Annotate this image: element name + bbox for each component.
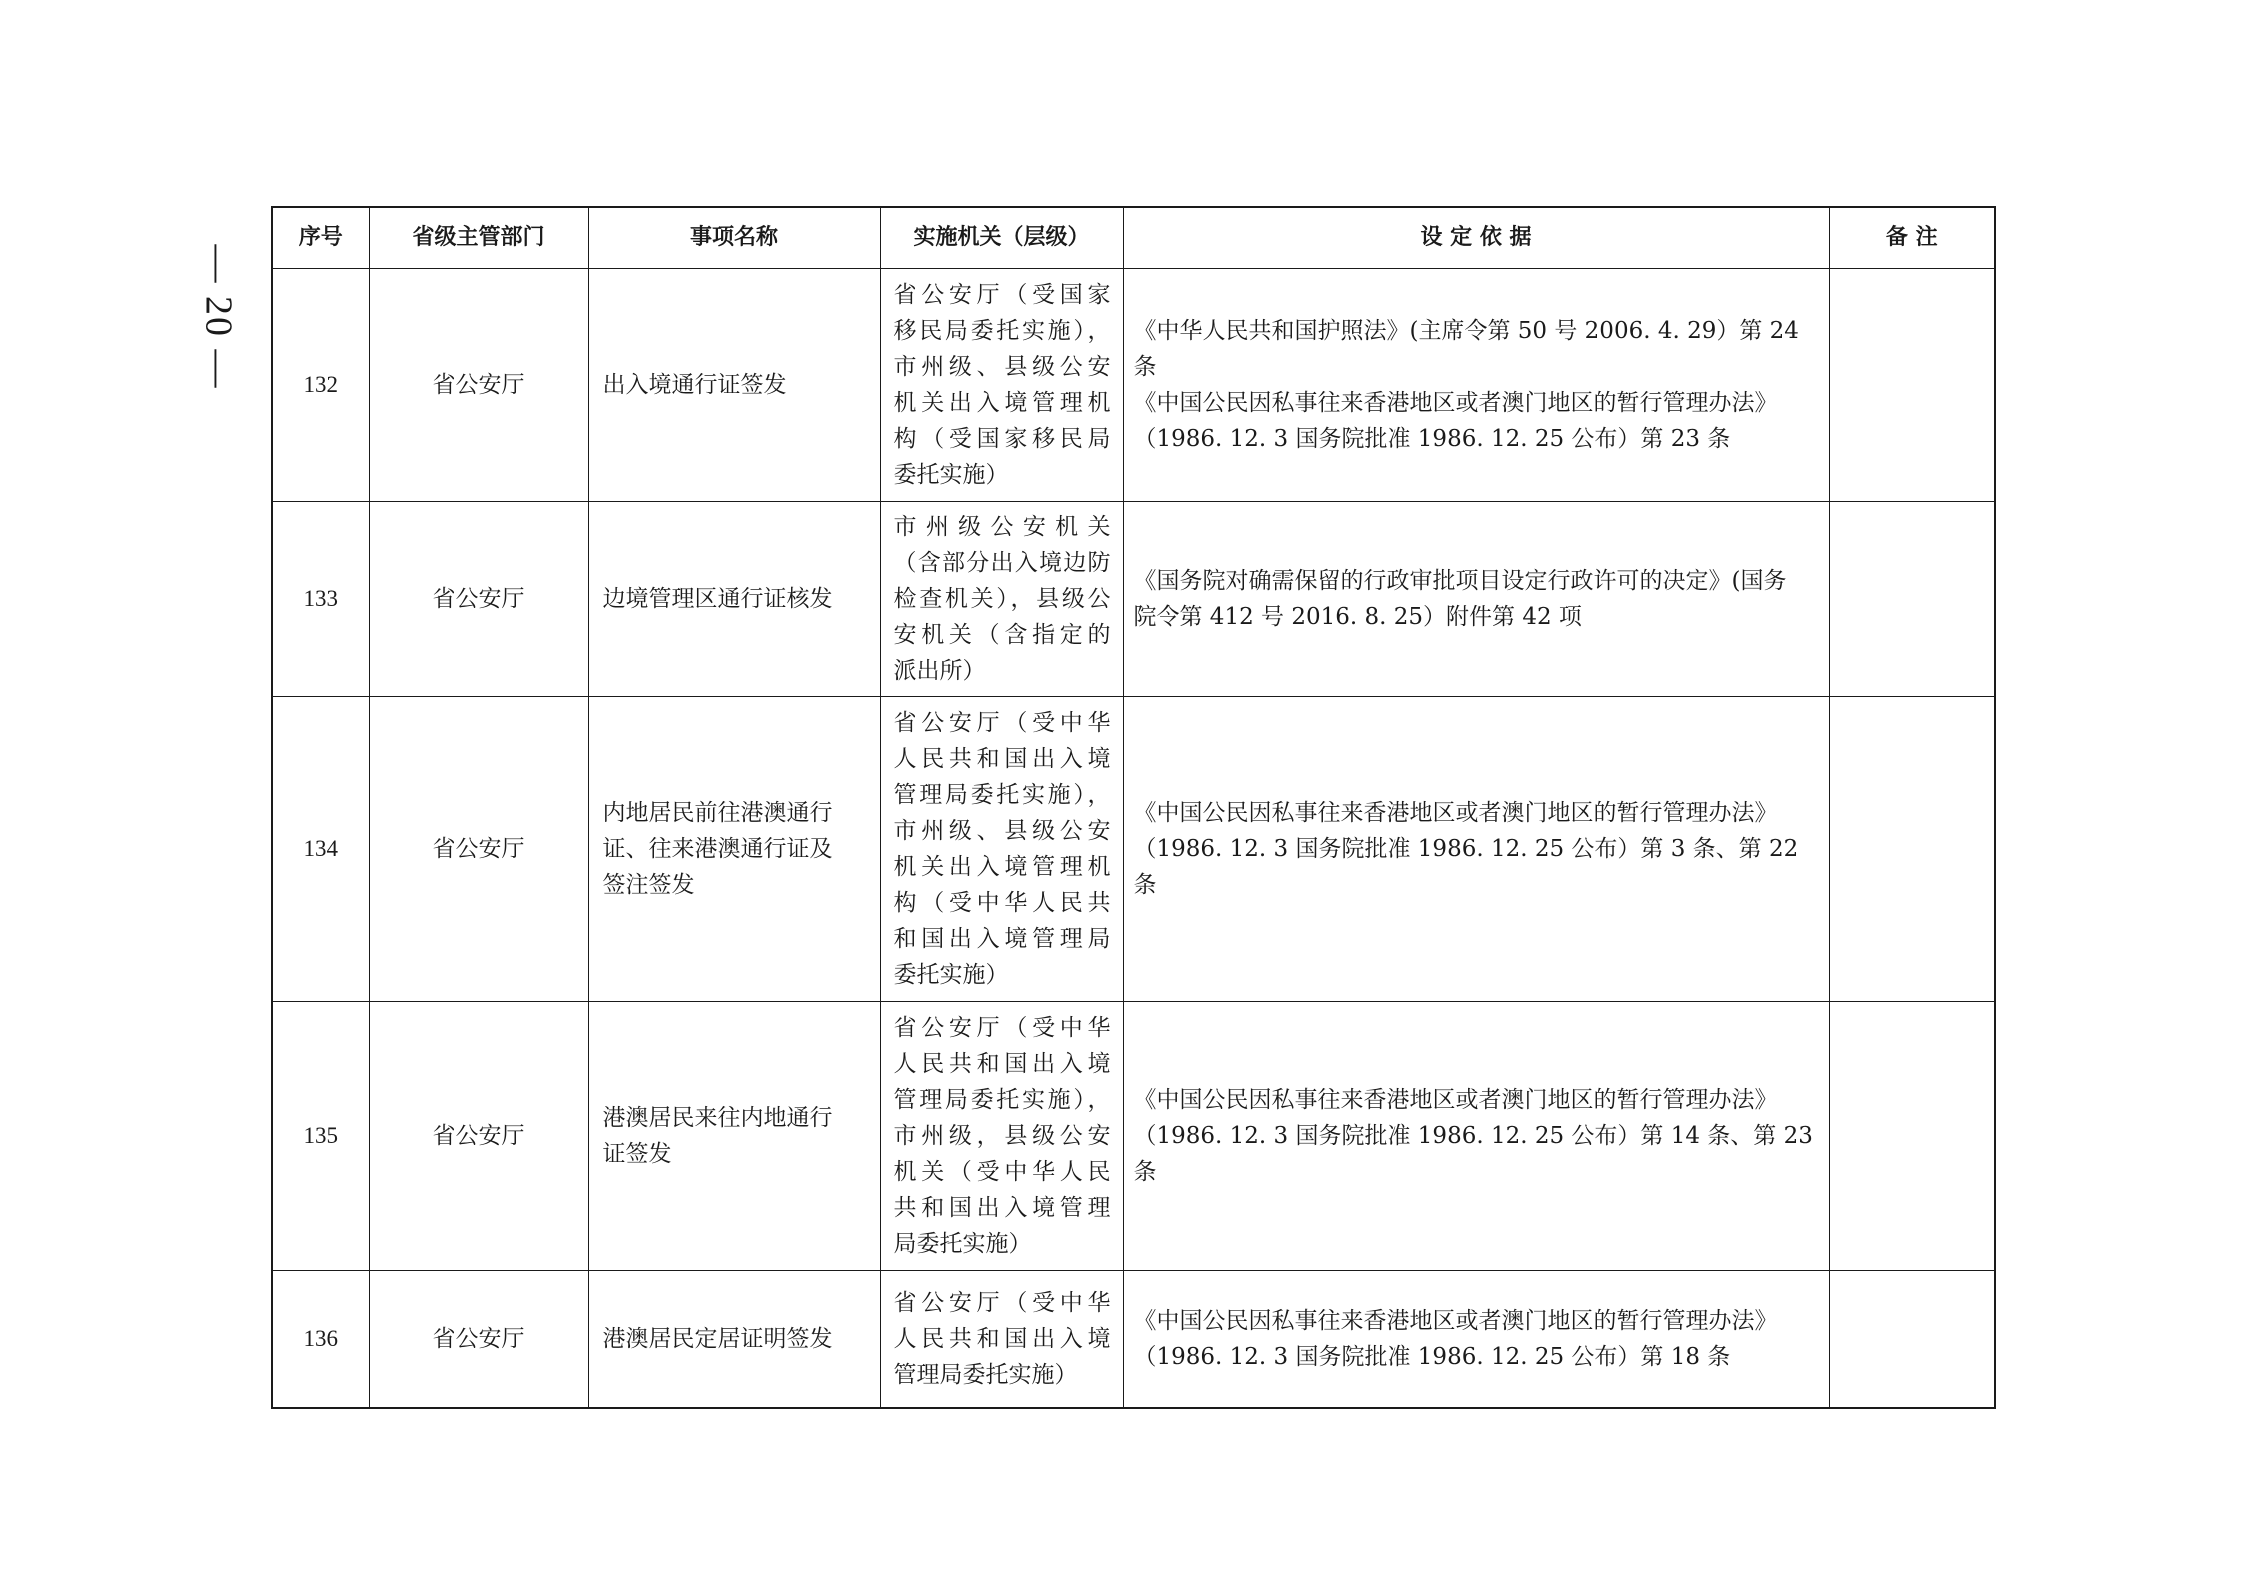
table-row: [272, 502, 1995, 697]
org-line: 人民共和国出入境: [893, 1051, 1111, 1077]
cell-remarks: [1829, 269, 1995, 502]
org-line: 市州级、县级公安: [893, 818, 1111, 844]
header-legal-basis: 设 定 依 据: [1123, 207, 1829, 269]
header-implementing-org: 实施机关（层级）: [880, 207, 1123, 269]
cell-department: 省公安厅: [369, 1002, 588, 1271]
org-line: 派出所）: [893, 658, 986, 684]
org-line: 安机关（含指定的: [893, 622, 1111, 648]
cell-legal-basis: [1123, 502, 1829, 697]
table-row: [272, 1002, 1995, 1271]
org-line: 和国出入境管理局: [893, 926, 1111, 952]
cell-remarks: [1829, 1271, 1995, 1409]
table-row: [272, 269, 1995, 502]
org-line: 市州级公安机关: [893, 514, 1111, 540]
basis-line: （1986. 12. 3 国务院批准 1986. 12. 25 公布）第 14 条、第 23 条: [1133, 1123, 1813, 1185]
cell-item-name: [588, 1002, 880, 1271]
cell-implementing-org: [880, 1002, 1123, 1271]
org-line: 人民共和国出入境: [893, 1326, 1111, 1352]
cell-remarks: [1829, 697, 1995, 1002]
org-line: 局委托实施）: [893, 1231, 1032, 1257]
basis-line: （1986. 12. 3 国务院批准 1986. 12. 25 公布）第 23 条: [1133, 426, 1731, 452]
org-line: 管理局委托实施）: [893, 1362, 1078, 1388]
basis-line: （1986. 12. 3 国务院批准 1986. 12. 25 公布）第 3 条、第 22 条: [1133, 836, 1799, 898]
page-number: [188, 232, 248, 402]
org-line: 构（受国家移民局: [893, 426, 1111, 452]
org-line: 省公安厅（受中华: [893, 710, 1111, 736]
header-department: 省级主管部门: [369, 207, 588, 269]
org-line: 构（受中华人民共: [893, 890, 1111, 916]
cell-remarks: [1829, 502, 1995, 697]
basis-line: 《国务院对确需保留的行政审批项目设定行政许可的决定》(国务: [1133, 568, 1787, 594]
cell-serial-no: 136: [272, 1271, 369, 1409]
cell-item-name: 港澳居民定居证明签发: [588, 1271, 880, 1409]
cell-item-name: [588, 697, 880, 1002]
item-line: 证签发: [602, 1141, 672, 1167]
org-line: 市州级，县级公安: [893, 1123, 1111, 1149]
org-line: 机关（受中华人民: [893, 1159, 1111, 1185]
item-line: 内地居民前往港澳通行: [602, 800, 833, 826]
cell-legal-basis: [1123, 697, 1829, 1002]
org-line: 管理局委托实施），: [893, 782, 1111, 808]
org-line: 移民局委托实施），: [893, 318, 1111, 344]
cell-implementing-org: [880, 269, 1123, 502]
cell-legal-basis: [1123, 1271, 1829, 1409]
basis-line: （1986. 12. 3 国务院批准 1986. 12. 25 公布）第 18 条: [1133, 1344, 1731, 1370]
table-row: [272, 1271, 1995, 1409]
header-remarks: 备 注: [1829, 207, 1995, 269]
cell-department: 省公安厅: [369, 502, 588, 697]
cell-serial-no: 133: [272, 502, 369, 697]
cell-item-name: 边境管理区通行证核发: [588, 502, 880, 697]
item-line: 港澳居民来往内地通行: [602, 1105, 833, 1131]
cell-legal-basis: [1123, 1002, 1829, 1271]
org-line: （含部分出入境边防: [893, 550, 1111, 576]
org-line: 市州级、县级公安: [893, 354, 1111, 380]
item-line: 证、往来港澳通行证及: [602, 836, 833, 862]
cell-legal-basis: [1123, 269, 1829, 502]
item-line: 签注签发: [602, 872, 695, 898]
cell-remarks: [1829, 1002, 1995, 1271]
org-line: 省公安厅（受国家: [893, 282, 1111, 308]
table-header-row: [272, 207, 1995, 269]
cell-department: 省公安厅: [369, 269, 588, 502]
org-line: 机关出入境管理机: [893, 390, 1111, 416]
approval-items-table: [271, 206, 1996, 1409]
org-line: 人民共和国出入境: [893, 746, 1111, 772]
org-line: 省公安厅（受中华: [893, 1290, 1111, 1316]
basis-line: 《中国公民因私事往来香港地区或者澳门地区的暂行管理办法》: [1133, 1087, 1778, 1113]
basis-line: 《中国公民因私事往来香港地区或者澳门地区的暂行管理办法》: [1133, 1308, 1778, 1334]
basis-line: 《中华人民共和国护照法》(主席令第 50 号 2006. 4. 29）第 24 条: [1133, 318, 1799, 380]
header-serial-no: 序号: [272, 207, 369, 269]
org-line: 管理局委托实施），: [893, 1087, 1111, 1113]
basis-line: 《中国公民因私事往来香港地区或者澳门地区的暂行管理办法》: [1133, 390, 1778, 416]
org-line: 委托实施）: [893, 962, 1009, 988]
cell-item-name: 出入境通行证签发: [588, 269, 880, 502]
cell-serial-no: 132: [272, 269, 369, 502]
org-line: 委托实施）: [893, 462, 1009, 488]
basis-line: 《中国公民因私事往来香港地区或者澳门地区的暂行管理办法》: [1133, 800, 1778, 826]
cell-department: 省公安厅: [369, 697, 588, 1002]
header-item-name: 事项名称: [588, 207, 880, 269]
cell-implementing-org: [880, 1271, 1123, 1409]
org-line: 省公安厅（受中华: [893, 1015, 1111, 1041]
org-line: 机关出入境管理机: [893, 854, 1111, 880]
cell-serial-no: 134: [272, 697, 369, 1002]
cell-implementing-org: [880, 502, 1123, 697]
org-line: 共和国出入境管理: [893, 1195, 1111, 1221]
table-row: [272, 697, 1995, 1002]
cell-implementing-org: [880, 697, 1123, 1002]
basis-line: 院令第 412 号 2016. 8. 25）附件第 42 项: [1133, 604, 1582, 630]
page-number-text: — 20 —: [197, 244, 239, 390]
cell-serial-no: 135: [272, 1002, 369, 1271]
cell-department: 省公安厅: [369, 1271, 588, 1409]
org-line: 检查机关），县级公: [893, 586, 1111, 612]
